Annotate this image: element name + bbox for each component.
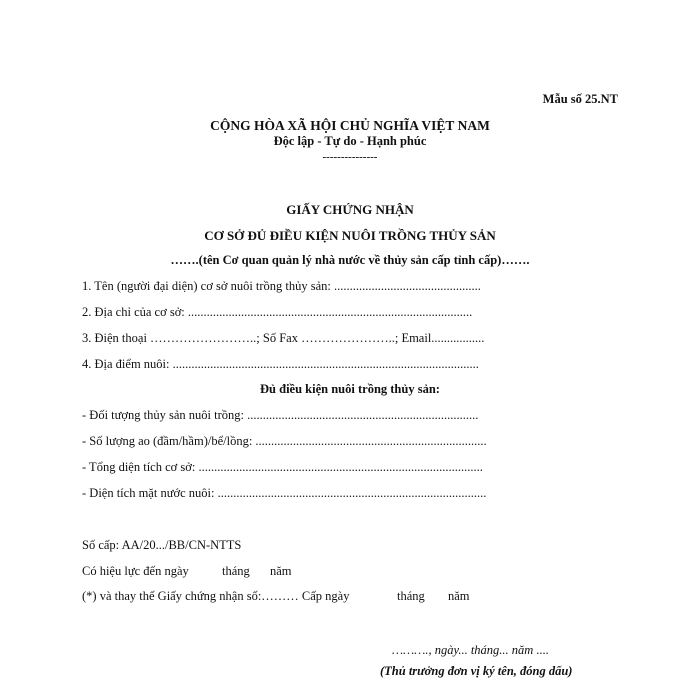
field-contact: 3. Điện thoại ……………………..; Số Fax …………………..; Email................. xyxy=(82,331,485,345)
replacement-label: (*) và thay thế Giấy chứng nhận số:……… Cấp ngày xyxy=(82,589,350,603)
replacement-year-label: năm xyxy=(448,589,470,603)
issuance-number: Số cấp: AA/20.../BB/CN-NTTS xyxy=(82,538,242,552)
field-address: 2. Địa chỉ của cơ sở: ........................................................................................... xyxy=(82,305,473,319)
field-species: - Đối tượng thủy sản nuôi trồng: .......................................................................... xyxy=(82,408,479,422)
validity-label: Có hiệu lực đến ngày xyxy=(82,564,189,578)
certificate-title: GIẤY CHỨNG NHẬN xyxy=(286,202,414,217)
signature-date: ………., ngày... tháng... năm .... xyxy=(392,643,549,657)
field-facility-name: 1. Tên (người đại diện) cơ sở nuôi trồng thủy sản: ............................................... xyxy=(82,279,481,293)
field-location: 4. Địa điểm nuôi: .................................................................................................. xyxy=(82,357,479,371)
form-code: Mẫu số 25.NT xyxy=(542,92,618,106)
motto: Độc lập - Tự do - Hạnh phúc xyxy=(273,134,427,148)
certificate-subtitle: CƠ SỞ ĐỦ ĐIỀU KIỆN NUÔI TRỒNG THỦY SẢN xyxy=(204,228,496,243)
validity-month-label: tháng xyxy=(222,564,250,578)
conditions-heading: Đủ điều kiện nuôi trồng thủy sản: xyxy=(260,382,440,396)
issuing-authority: …….(tên Cơ quan quản lý nhà nước về thủy sản cấp tỉnh cấp)……. xyxy=(170,253,530,267)
field-water-area: - Diện tích mặt nước nuôi: ...................................................................................... xyxy=(82,486,487,500)
nation-heading: CỘNG HÒA XÃ HỘI CHỦ NGHĨA VIỆT NAM xyxy=(210,118,490,133)
field-total-area: - Tổng diện tích cơ sở: ........................................................................................... xyxy=(82,460,483,474)
signature-signer: (Thủ trưởng đơn vị ký tên, đóng dấu) xyxy=(380,664,573,678)
field-ponds: - Số lượng ao (đầm/hầm)/bể/lồng: .......................................................................... xyxy=(82,434,487,448)
replacement-month-label: tháng xyxy=(397,589,425,603)
validity-year-label: năm xyxy=(270,564,292,578)
header-divider: --------------- xyxy=(322,151,378,163)
